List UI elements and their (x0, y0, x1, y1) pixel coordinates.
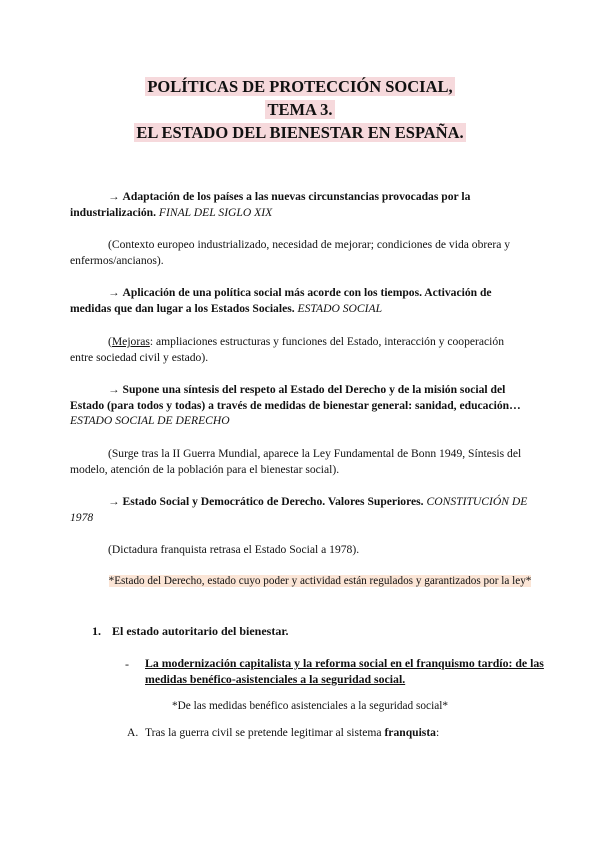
subsection-note: *De las medidas benéfico asistenciales a la seguridad social* (171, 700, 449, 712)
arrow-icon: → (108, 495, 120, 508)
document-title-line-1: POLÍTICAS DE PROTECCIÓN SOCIAL, (147, 77, 453, 96)
section-1-heading: 1. El estado autoritario del bienestar. (92, 624, 289, 638)
block-2-detail: (Mejoras: ampliaciones estructuras y funciones del Estado, interacción y cooperación entre sociedad civil y estado). (70, 335, 504, 364)
highlighted-note: *Estado del Derecho, estado cuyo poder y actividad están regulados y garantizados por la ley* (108, 575, 532, 587)
bullet-dash: - (125, 657, 129, 671)
block-1-heading: → Adaptación de los países a las nuevas circunstancias provocadas por la industrialización. FINAL DEL SIGLO XIX (70, 190, 471, 219)
arrow-icon: → (108, 383, 120, 396)
block-4-detail: (Dictadura franquista retrasa el Estado Social a 1978). (108, 543, 360, 556)
document-title-line-2: TEMA 3. (267, 100, 333, 119)
block-4-heading: → Estado Social y Democrático de Derecho. Valores Superiores. CONSTITUCIÓN DE 1978 (70, 495, 528, 524)
block-2-heading: → Aplicación de una política social más acorde con los tiempos. Activación de medidas que dan lugar a los Estados Sociales. ESTADO SOCIAL (70, 286, 492, 315)
block-1-detail: (Contexto europeo industrializado, necesidad de mejorar; condiciones de vida obrera y enfermos/ancianos). (70, 238, 511, 267)
block-3-heading: → Supone una síntesis del respeto al Estado del Derecho y de la misión social del Estado (para todos y todas) a través de medidas de bienestar general: sanidad, educación… ESTADO SOCIAL DE DERECHO (70, 383, 521, 427)
arrow-icon: → (108, 286, 120, 299)
document-title-line-3: EL ESTADO DEL BIENESTAR EN ESPAÑA. (136, 123, 464, 142)
subsection-title: La modernización capitalista y la reforma social en el franquismo tardío: de las medidas benéfico-asistenciales a la seguridad social. (145, 656, 544, 686)
item-a: A. Tras la guerra civil se pretende legitimar al sistema franquista: (127, 726, 440, 739)
arrow-icon: → (108, 190, 120, 203)
block-3-detail: (Surge tras la II Guerra Mundial, aparece la Ley Fundamental de Bonn 1949, Síntesis del modelo, atención de la población para el bienestar social). (70, 447, 522, 476)
